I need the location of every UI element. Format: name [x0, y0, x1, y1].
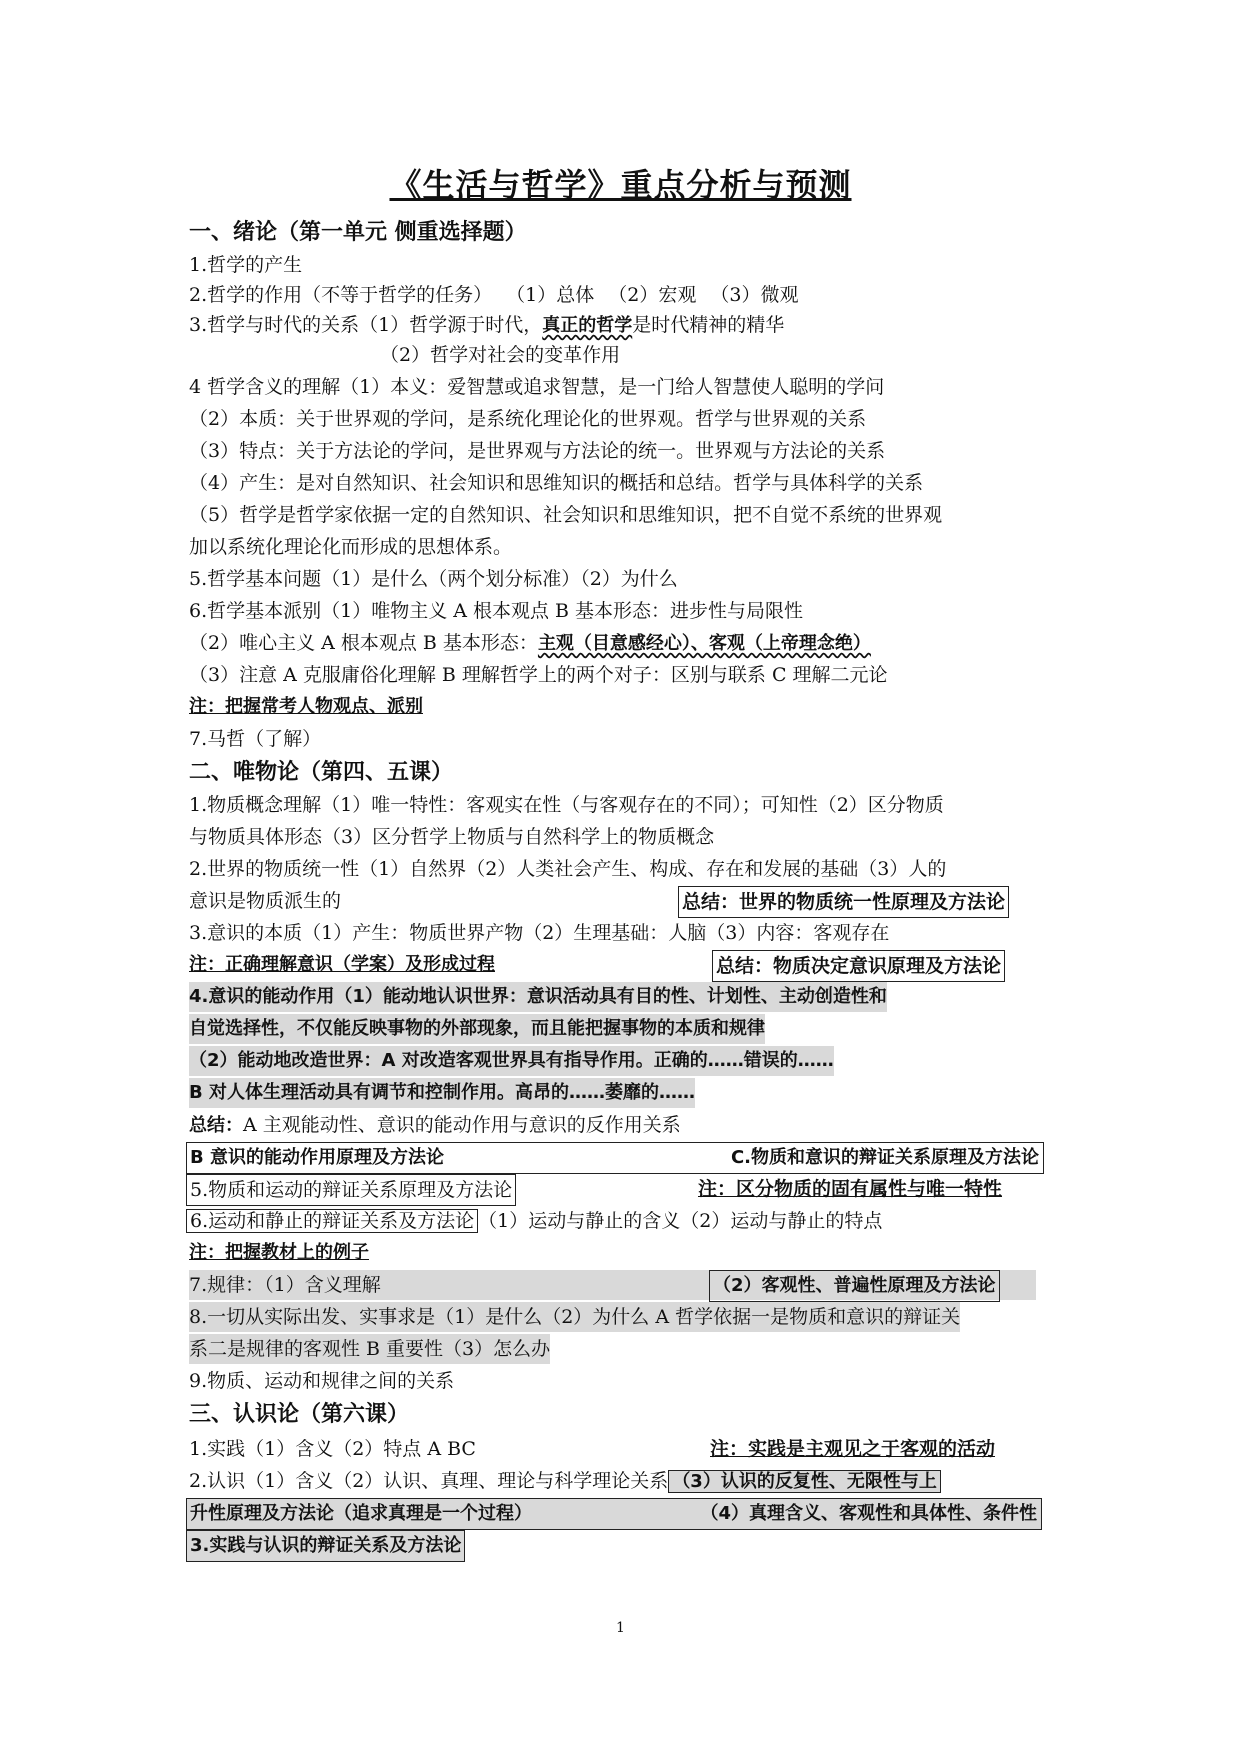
boxed-line: 5.物质和运动的辩证关系原理及方法论	[186, 1174, 516, 1206]
text-line: （3）特点：关于方法论的学问，是世界观与方法论的统一。世界观与方法论的关系	[189, 440, 886, 462]
text-line: 3.意识的本质（1）产生：物质世界产物（2）生理基础：人脑（3）内容：客观存在	[189, 922, 890, 944]
section-heading-3: 三、认识论（第六课）	[189, 1402, 410, 1427]
highlight-line: （2）能动地改造世界：A 对改造客观世界具有指导作用。正确的……错误的……	[189, 1046, 834, 1076]
text-line: 5.哲学基本问题（1）是什么（两个划分标准）（2）为什么	[189, 568, 678, 590]
note-line: 注：把握教材上的例子	[189, 1242, 369, 1263]
highlight-line: 自觉选择性，不仅能反映事物的外部现象，而且能把握事物的本质和规律	[189, 1014, 765, 1044]
text-line: 7.马哲（了解）	[189, 728, 322, 750]
text-span: B 意识的能动作用原理及方法论	[190, 1147, 444, 1168]
highlight-line: B 对人体生理活动具有调节和控制作用。高昂的……萎靡的……	[189, 1078, 695, 1108]
highlight-line: 系二是规律的客观性 B 重要性（3）怎么办	[189, 1334, 550, 1364]
text-span: （1）运动与静止的含义（2）运动与静止的特点	[478, 1210, 883, 1232]
text-span: 2.认识（1）含义（2）认识、真理、理论与科学理论关系	[189, 1470, 669, 1492]
page-title: 《生活与哲学》重点分析与预测	[389, 166, 852, 204]
text-line	[189, 628, 871, 659]
summary-box: 总结：世界的物质统一性原理及方法论	[678, 886, 1009, 918]
section-heading-1: 一、绪论（第一单元 侧重选择题）	[189, 220, 527, 245]
text-span: C.物质和意识的辩证关系原理及方法论	[730, 1147, 1039, 1168]
text-line: 意识是物质派生的	[189, 890, 342, 912]
text-line: （3）注意 A 克服庸俗化理解 B 理解哲学上的两个对子：区别与联系 C 理解二元论	[189, 664, 888, 686]
text-line: （4）产生：是对自然知识、社会知识和思维知识的概括和总结。哲学与具体科学的关系	[189, 472, 924, 494]
note-line: 注：区分物质的固有属性与唯一特性	[698, 1178, 1003, 1200]
highlight-box: 3.实践与认识的辩证关系及方法论	[186, 1530, 465, 1562]
text-line: 与物质具体形态（3）区分哲学上物质与自然科学上的物质概念	[189, 826, 715, 848]
text-line: 1.物质概念理解（1）唯一特性：客观实在性（与客观存在的不同）；可知性（2）区分物质	[189, 794, 944, 816]
summary-box: （2）客观性、普遍性原理及方法论	[709, 1270, 1000, 1302]
text-line	[189, 1466, 941, 1497]
summary-box: 总结：物质决定意识原理及方法论	[712, 950, 1005, 982]
text-span: 7.规律：（1）含义理解	[189, 1274, 381, 1296]
text-span: 3.哲学与时代的关系（1）哲学源于时代，	[189, 314, 543, 336]
text-line	[189, 310, 784, 341]
text-span: （2）唯心主义 A 根本观点 B 基本形态：	[189, 632, 538, 654]
text-span: （4）真理含义、客观性和具体性、条件性	[700, 1503, 1037, 1524]
text-line: 加以系统化理论化而形成的思想体系。	[189, 536, 513, 558]
text-line: 6.哲学基本派别（1）唯物主义 A 根本观点 B 基本形态：进步性与局限性	[189, 600, 804, 622]
text-line	[186, 1206, 882, 1236]
text-line: （2）哲学对社会的变革作用	[380, 344, 621, 366]
emphasis-text: 真正的哲学	[542, 315, 633, 336]
highlight-line: 8.一切从实际出发、实事求是（1）是什么（2）为什么 A 哲学依据一是物质和意识的辩证关	[189, 1302, 960, 1332]
text-line: 9.物质、运动和规律之间的关系	[189, 1370, 455, 1392]
highlight-line: 4.意识的能动作用（1）能动地认识世界：意识活动具有目的性、计划性、主动创造性和	[189, 982, 887, 1012]
note-line: 注：把握常考人物观点、派别	[189, 696, 423, 717]
section-heading-2: 二、唯物论（第四、五课）	[189, 760, 454, 785]
text-span: 升性原理及方法论（追求真理是一个过程）	[190, 1503, 532, 1524]
highlight-line	[189, 1270, 1036, 1300]
emphasis-text: 主观（目意感经心）、客观（上帝理念绝）	[537, 633, 871, 654]
note-line: 注：实践是主观见之于客观的活动	[710, 1438, 996, 1460]
text-line: （2）本质：关于世界观的学问，是系统化理论化的世界观。哲学与世界观的关系	[189, 408, 867, 430]
summary-box: （3）认识的反复性、无限性与上	[668, 1470, 941, 1493]
summary-label: 总结：	[189, 1115, 243, 1136]
text-line: 2.哲学的作用（不等于哲学的任务） （1）总体 （2）宏观 （3）微观	[189, 284, 799, 306]
text-line	[189, 1110, 681, 1141]
boxed-text: 6.运动和静止的辩证关系及方法论	[186, 1209, 478, 1233]
text-line: 1.实践（1）含义（2）特点 A BC	[189, 1438, 476, 1460]
summary-box	[186, 1142, 1044, 1174]
text-span: A 主观能动性、意识的能动作用与意识的反作用关系	[243, 1114, 681, 1136]
highlight-box	[186, 1498, 1042, 1530]
text-line: （5）哲学是哲学家依据一定的自然知识、社会知识和思维知识，把不自觉不系统的世界观	[189, 504, 943, 526]
page-number: 1	[616, 1620, 625, 1636]
text-span: 是时代精神的精华	[632, 314, 785, 336]
text-line: 2.世界的物质统一性（1）自然界（2）人类社会产生、构成、存在和发展的基础（3）人的	[189, 858, 947, 880]
text-line: 4 哲学含义的理解（1）本义：爱智慧或追求智慧，是一门给人智慧使人聪明的学问	[189, 376, 885, 398]
note-line: 注：正确理解意识（学案）及形成过程	[189, 954, 495, 975]
text-line: 1.哲学的产生	[189, 254, 303, 276]
